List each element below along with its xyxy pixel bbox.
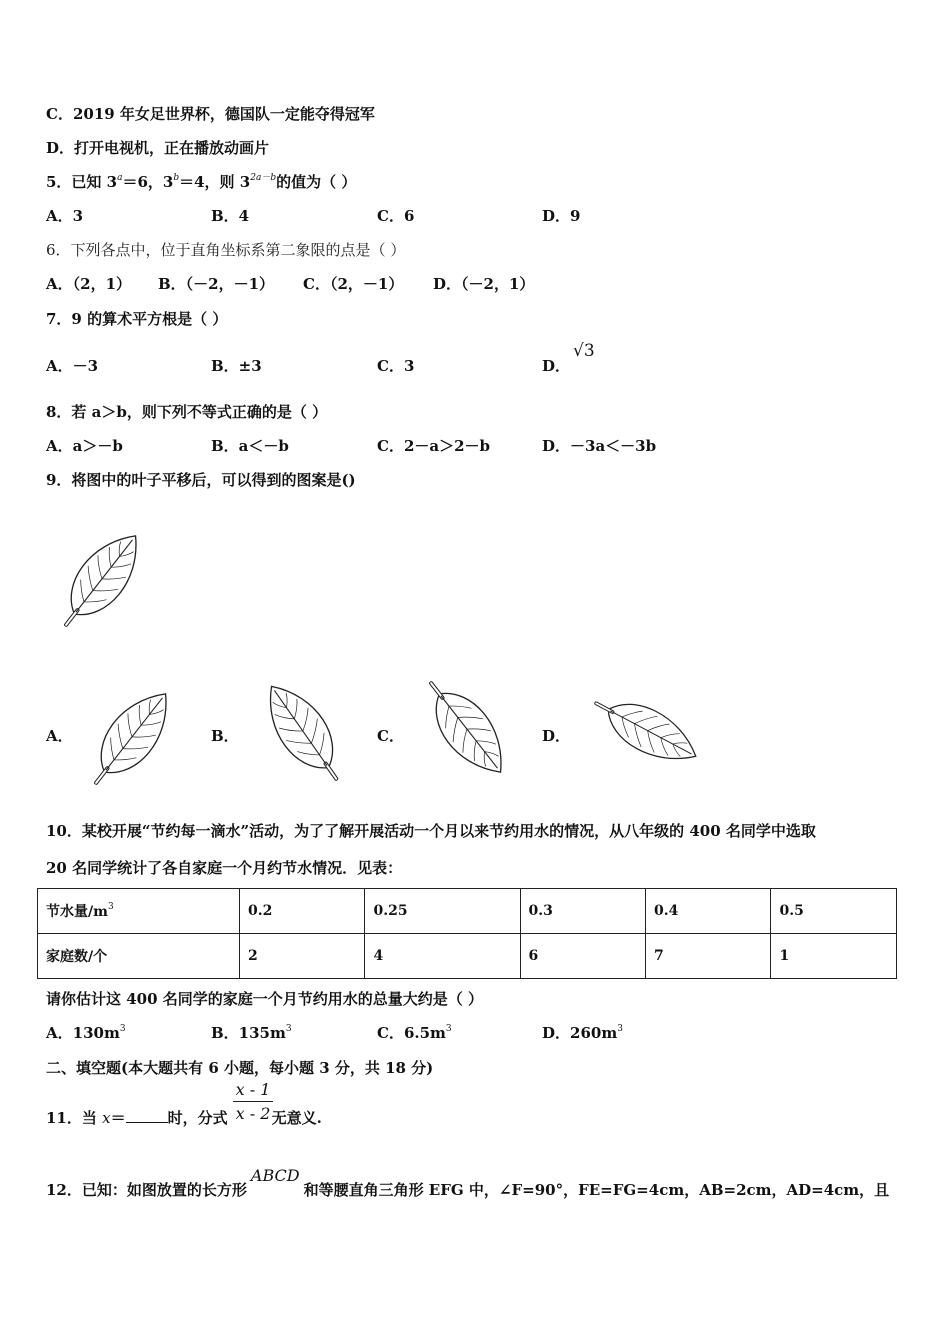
- q10-option-d: D．$260m^3$: [542, 1024, 623, 1042]
- q9-option-b: B．: [211, 727, 239, 745]
- q6-option-b: B．（－2，－1）: [158, 275, 275, 293]
- fraction-numerator: x - 1: [233, 1080, 273, 1102]
- q6-stem: 6．下列各点中，位于直角坐标系第二象限的点是（ ）: [46, 241, 406, 259]
- water-saving-table: [37, 888, 897, 979]
- table-cell: 4: [365, 934, 520, 979]
- leaf-option-d: [585, 678, 720, 788]
- q11-stem: 11．当 x＝ 时，分式 无意义.: [46, 1109, 322, 1127]
- table-row: [38, 934, 897, 979]
- table-cell: 6: [520, 934, 645, 979]
- q7-option-d: D．: [542, 357, 571, 375]
- q8-option-a: A．a＞－b: [46, 437, 123, 455]
- q8-option-c: C．2－a＞2－b: [377, 437, 491, 455]
- q9-option-d: D．: [542, 727, 571, 745]
- q10-option-c: C．$6.5m^3$: [377, 1024, 452, 1042]
- table-cell: 7: [646, 934, 771, 979]
- q12-stem: 12．已知：如图放置的长方形ABCD和等腰直角三角形 EFG 中，∠F=90°，FE=FG=4cm，AB=2cm，AD=4cm，且: [46, 1166, 890, 1199]
- q4-option-d: D．打开电视机，正在播放动画片: [46, 139, 270, 157]
- table-cell: 0.4: [646, 889, 771, 934]
- leaf-option-c: [405, 668, 535, 798]
- q6-option-a: A．（2，1）: [46, 275, 132, 293]
- q8-option-d: D．－3a＜－3b: [542, 437, 657, 455]
- q5-option-c: C．6: [377, 207, 415, 225]
- leaf-option-a: [70, 668, 200, 798]
- q6-option-c: C．（2，－1）: [303, 275, 404, 293]
- q7-option-a: A．－3: [46, 357, 99, 375]
- section-2-heading: 二、填空题(本大题共有 6 小题，每小题 3 分，共 18 分): [46, 1059, 434, 1077]
- q10-question: 请你估计这 400 名同学的家庭一个月节约用水的总量大约是（ ）: [46, 990, 483, 1008]
- answer-blank[interactable]: [126, 1122, 168, 1123]
- leaf-figure: [40, 510, 170, 640]
- q4-option-c: C．2019 年女足世界杯，德国队一定能夺得冠军: [46, 105, 375, 123]
- table-cell: 节水量$/m^3$: [38, 889, 240, 934]
- q5-stem: 5．已知 $3^a=6$，$3^b=4$，则 $3^{2a-b}$的值为（ ）: [46, 173, 357, 191]
- fraction: [233, 1080, 273, 1123]
- q5-option-d: D．9: [542, 207, 581, 225]
- q7-option-c: C．3: [377, 357, 415, 375]
- q6-option-d: D．（－2，1）: [433, 275, 535, 293]
- q7-stem: 7．9 的算术平方根是（ ）: [46, 310, 228, 328]
- q7-option-b: B．±3: [211, 357, 262, 375]
- q5-option-a: A．3: [46, 207, 84, 225]
- fraction-denominator: x - 2: [235, 1104, 271, 1123]
- q8-stem: 8．若 a＞b，则下列不等式正确的是（ ）: [46, 403, 328, 421]
- table-cell: 2: [240, 934, 365, 979]
- q10-option-b: B．$135m^3$: [211, 1024, 292, 1042]
- q9-option-c: C．: [377, 727, 404, 745]
- table-cell: 0.5: [771, 889, 897, 934]
- leaf-option-b: [235, 662, 365, 792]
- q8-option-b: B．a＜－b: [211, 437, 289, 455]
- table-cell: 0.3: [520, 889, 645, 934]
- sqrt-3: √3: [573, 341, 595, 361]
- q9-stem: 9．将图中的叶子平移后，可以得到的图案是(): [46, 471, 356, 489]
- table-row: [38, 889, 897, 934]
- q9-option-a: A．: [46, 727, 73, 745]
- q10-stem-line1: 10．某校开展“节约每一滴水”活动，为了了解开展活动一个月以来节约用水的情况，从八年级的 400 名同学中选取: [46, 822, 816, 840]
- q10-stem-line2: 20 名同学统计了各自家庭一个月约节水情况．见表：: [46, 859, 403, 877]
- q10-option-a: A．$130m^3$: [46, 1024, 126, 1042]
- table-cell: 0.2: [240, 889, 365, 934]
- table-cell: 1: [771, 934, 897, 979]
- q5-option-b: B．4: [211, 207, 250, 225]
- table-cell: 0.25: [365, 889, 520, 934]
- table-cell: 家庭数/个: [38, 934, 240, 979]
